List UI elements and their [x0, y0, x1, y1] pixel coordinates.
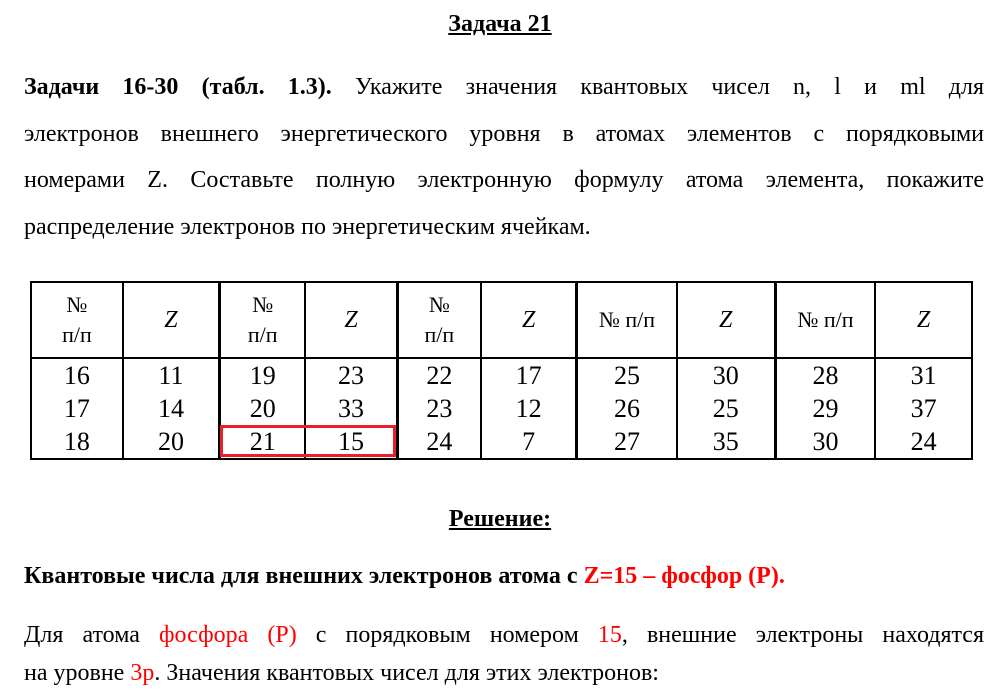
answer-line-2: на уровне 3p. Значения квантовых чисел для этих электронов:	[24, 660, 659, 686]
table-cell: 25	[677, 392, 776, 425]
solution-title: Решение:	[448, 506, 552, 532]
header-no-2: № п/п	[220, 282, 306, 358]
table-cell: 25	[577, 358, 677, 392]
table-cell-highlighted-z: 15	[305, 425, 397, 459]
table-cell: 7	[481, 425, 577, 459]
table-cell: 30	[677, 358, 776, 392]
header-z-5: Z	[875, 282, 972, 358]
problem-line-1	[24, 64, 984, 111]
page-title: Задача 21	[448, 11, 552, 37]
header-no-3: № п/п	[397, 282, 481, 358]
table-cell: 17	[481, 358, 577, 392]
table-cell: 20	[123, 425, 220, 459]
answer-heading: Квантовые числа для внешних электронов атома с Z=15 – фосфор (P).	[24, 563, 785, 589]
table-cell: 29	[775, 392, 875, 425]
header-no-5: № п/п	[775, 282, 875, 358]
table-cell: 22	[397, 358, 481, 392]
table-cell: 26	[577, 392, 677, 425]
table-cell: 11	[123, 358, 220, 392]
data-table	[30, 281, 973, 460]
table-cell: 12	[481, 392, 577, 425]
table-cell: 18	[31, 425, 123, 459]
table-cell: 14	[123, 392, 220, 425]
table-cell: 23	[397, 392, 481, 425]
problem-statement	[24, 64, 984, 250]
answer-line-1: Для атома фосфора (P) с порядковым номером 15, внешние электроны находятся	[24, 622, 984, 648]
table-cell-highlighted-no: 21	[220, 425, 306, 459]
header-no-1: № п/п	[31, 282, 123, 358]
table-row	[31, 425, 972, 459]
problem-line-3: номерами Z. Составьте полную электронную формулу атома элемента, покажите	[24, 167, 984, 193]
header-z-4: Z	[677, 282, 776, 358]
table-cell: 30	[775, 425, 875, 459]
table-cell: 31	[875, 358, 972, 392]
header-z-2: Z	[305, 282, 397, 358]
table-cell: 20	[220, 392, 306, 425]
answer-paragraph	[24, 616, 984, 692]
problem-line-4: распределение электронов по энергетическим ячейкам.	[24, 213, 591, 240]
problem-lead: Задачи 16-30 (табл. 1.3).	[24, 74, 332, 100]
header-z-3: Z	[481, 282, 577, 358]
problem-line-1-rest: Укажите значения квантовых чисел n, l и ml для	[331, 74, 984, 100]
table-cell: 37	[875, 392, 972, 425]
header-no-4: № п/п	[577, 282, 677, 358]
problem-line-2: электронов внешнего энергетического уровня в атомах элементов с порядковыми	[24, 120, 984, 147]
table-row	[31, 392, 972, 425]
table-cell: 17	[31, 392, 123, 425]
table-cell: 24	[397, 425, 481, 459]
table-cell: 33	[305, 392, 397, 425]
answer-heading-element: Z=15 – фосфор (P).	[583, 563, 785, 589]
table-row	[31, 358, 972, 392]
table-cell: 23	[305, 358, 397, 392]
table-cell: 24	[875, 425, 972, 459]
table-cell: 35	[677, 425, 776, 459]
table-cell: 19	[220, 358, 306, 392]
table-header-row	[31, 282, 972, 358]
table-cell: 28	[775, 358, 875, 392]
header-z-1: Z	[123, 282, 220, 358]
table-cell: 27	[577, 425, 677, 459]
table-cell: 16	[31, 358, 123, 392]
